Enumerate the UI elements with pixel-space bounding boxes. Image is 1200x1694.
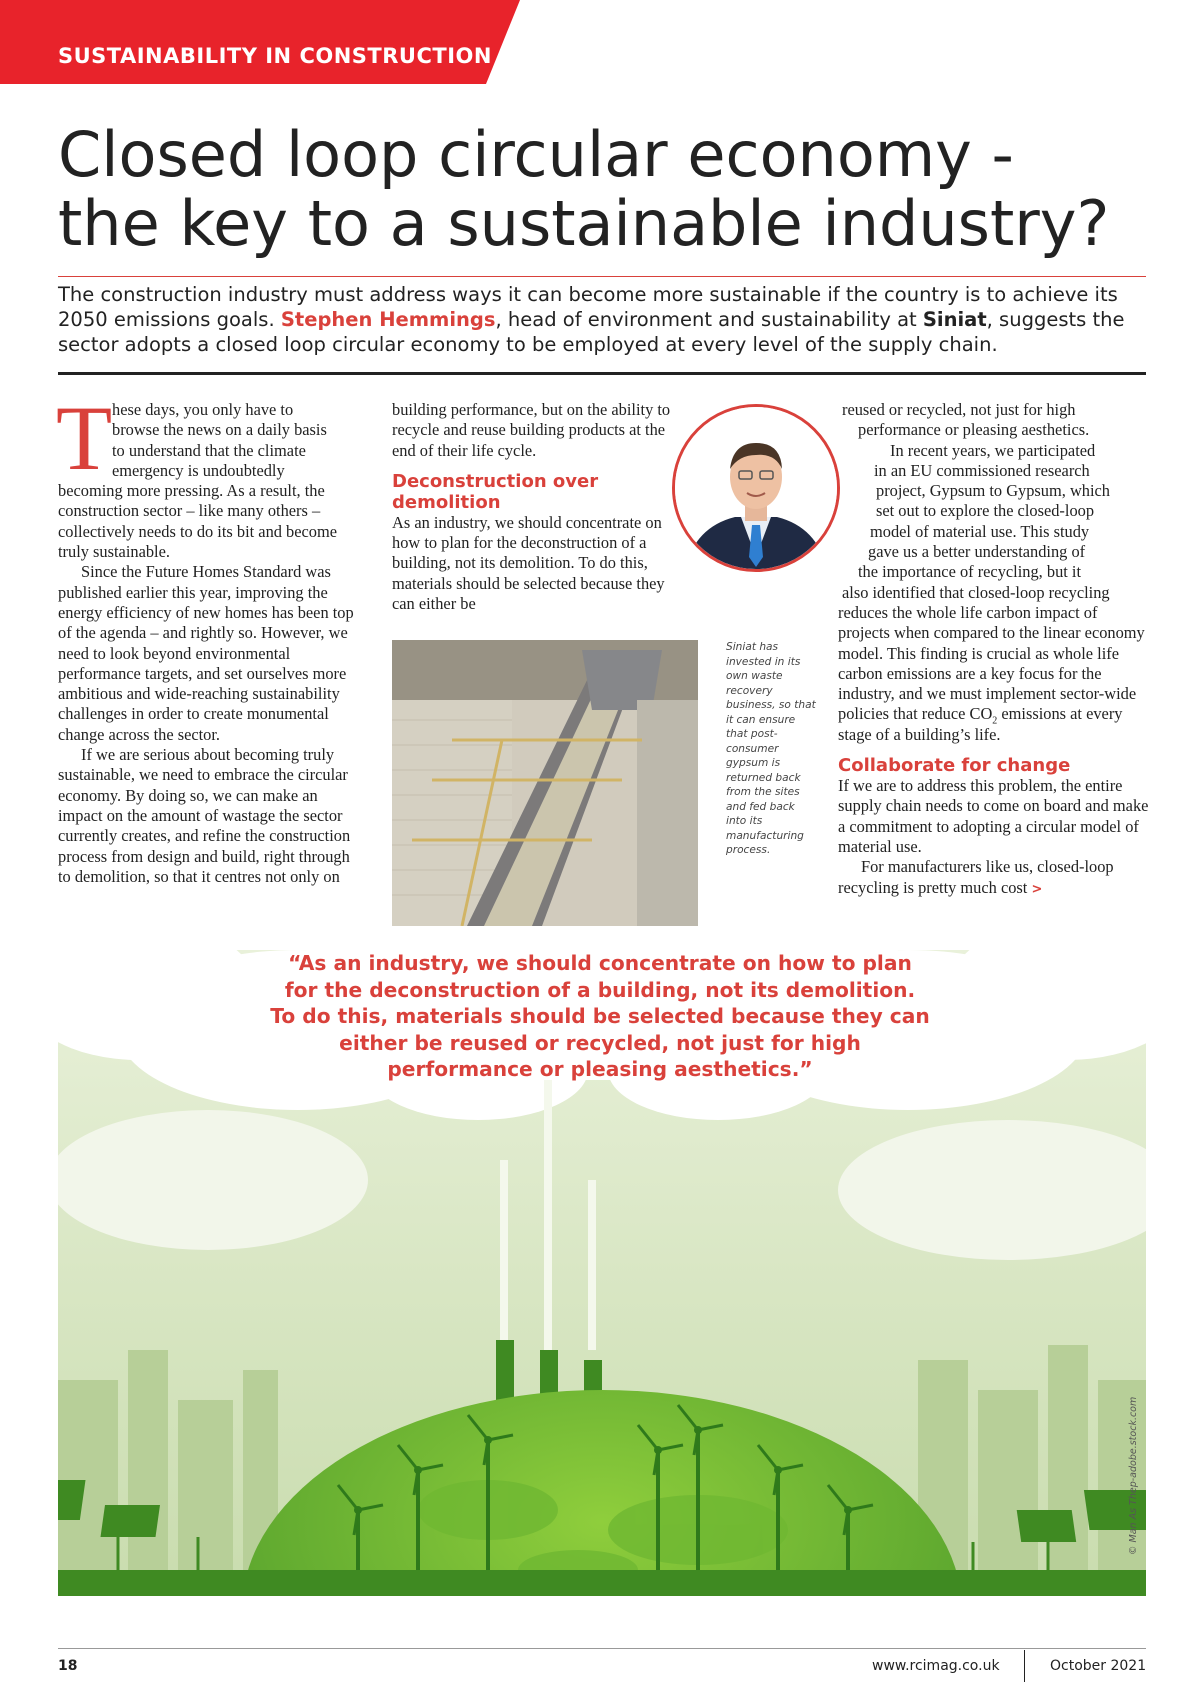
- section-banner: [0, 0, 520, 84]
- conveyor-image: [392, 640, 698, 926]
- headline-line-2: the key to a sustainable industry?: [58, 187, 1110, 260]
- col1-lead-line: hese days, you only have to: [112, 400, 294, 419]
- standfirst-text-2: , head of environment and sustainability at: [495, 308, 923, 331]
- col3-paragraph-1: [838, 603, 1150, 745]
- subhead-deconstruction: Deconstruction over demolition: [392, 470, 599, 513]
- footer-rule: [58, 1648, 1146, 1649]
- author-portrait: [672, 404, 840, 572]
- standfirst-text-1: The construction industry must address ways it can become more sustainable if the country is to achieve its 2050 emissions goals.: [58, 283, 1118, 331]
- portrait-image: [675, 407, 837, 569]
- subhead-collaborate: Collaborate for change: [838, 755, 1071, 777]
- image-credit: © Man As Thep-adobe.stock.com: [1128, 1396, 1139, 1555]
- headline-line-1: Closed loop circular economy -: [58, 118, 1014, 191]
- headline-rule: [58, 276, 1146, 277]
- col3-paragraph-3: [838, 857, 1150, 900]
- col3-wrap-line: model of material use. This study: [870, 521, 1090, 541]
- col1-lead-line: browse the news on a daily basis: [112, 420, 327, 440]
- pull-quote: “As an industry, we should concentrate on how to plan for the deconstruction of a building, not its demolition. To do this, materials should be selected because they can either be reused or recycled, not just for high performance or pleasing aesthetics.”: [270, 951, 930, 1081]
- footer-separator: [1024, 1650, 1025, 1682]
- col1-lead-line: emergency is undoubtedly: [112, 460, 285, 480]
- col3-wrap-line: also identified that closed-loop recycling: [842, 582, 1110, 602]
- standfirst: [58, 282, 1148, 357]
- photo-caption: Siniat has invested in its own waste recovery business, so that it can ensure that post-consumer gypsum is returned back from the sites and fed back into its manufacturing process.: [726, 641, 816, 856]
- column-2: [392, 400, 690, 614]
- company-name: Siniat: [922, 308, 987, 331]
- col2-paragraph-2: As an industry, we should concentrate on how to plan for the deconstruction of a building, not its demolition. To do this, materials should be selected because they can either be: [392, 512, 665, 614]
- col2-paragraph-1: building performance, but on the ability to recycle and reuse building products at the end of their life cycle.: [392, 400, 671, 460]
- col3-wrap-line: gave us a better understanding of: [868, 542, 1086, 562]
- col3-wrap-line: set out to explore the closed-loop: [876, 501, 1095, 521]
- col3-paragraph-2: If we are to address this problem, the entire supply chain needs to come on board and make a commitment to adopting a circular model of material use.: [838, 776, 1149, 856]
- body-rule: [58, 372, 1146, 375]
- col3-wrap-line: In recent years, we participated: [890, 440, 1096, 460]
- column-1: [56, 387, 363, 887]
- issue-date: October 2021: [1050, 1658, 1147, 1674]
- col3-wrap-line: reused or recycled, not just for high: [842, 400, 1076, 419]
- continue-arrow-icon: >: [1031, 881, 1043, 897]
- column-3: [838, 400, 1150, 900]
- author-name: Stephen Hemmings: [280, 308, 496, 331]
- section-label: SUSTAINABILITY IN CONSTRUCTION: [58, 44, 492, 68]
- col3-text-before-co2: reduces the whole life carbon impact of projects when compared to the linear economy model. This finding is crucial as whole life carbon emissions are a key focus for the industry, and we must implement sector-wide policies that reduce CO: [838, 602, 1145, 724]
- col1-lead-line: to understand that the climate: [112, 440, 306, 460]
- headline: [58, 120, 1148, 258]
- col1-paragraph-1: becoming more pressing. As a result, the construction sector – like many others – collectively needs to do its bit and become truly sustainable.: [58, 481, 338, 562]
- standfirst-text-3: , suggests the sector adopts a closed loop circular economy to be employed at every level of the supply chain.: [58, 308, 1125, 356]
- drop-cap: T: [56, 387, 113, 489]
- co2-subscript: 2: [992, 715, 998, 727]
- col1-paragraph-2: Since the Future Homes Standard was published earlier this year, improving the energy efficiency of new homes has been top of the agenda – and rightly so. However, we need to look beyond environmental performance targets, and set ourselves more ambitious and wide-reaching sustainability challenges in order to create monumental change across the sector.: [58, 562, 354, 744]
- recycling-plant-photo: [392, 640, 698, 926]
- col1-paragraph-3: If we are serious about becoming truly sustainable, we need to embrace the circular economy. By doing so, we can make an impact on the amount of wastage the sector currently creates, and refine the construction process from design and build, right through to demolition, so that it centres not only on: [58, 745, 351, 886]
- col3-wrap-line: performance or pleasing aesthetics.: [858, 420, 1090, 440]
- col3-wrap-line: in an EU commissioned research: [874, 460, 1090, 480]
- col3-wrap-line: project, Gypsum to Gypsum, which: [876, 481, 1110, 501]
- page-number: 18: [58, 1658, 78, 1674]
- col3-wrap-line: the importance of recycling, but it: [858, 562, 1082, 582]
- col3-text-after-co2: emissions at every stage of a building’s life.: [838, 704, 1123, 744]
- col3-paragraph-3-text: For manufacturers like us, closed-loop recycling is pretty much cost: [838, 857, 1114, 897]
- footer-url-link[interactable]: www.rcimag.co.uk: [872, 1658, 1000, 1674]
